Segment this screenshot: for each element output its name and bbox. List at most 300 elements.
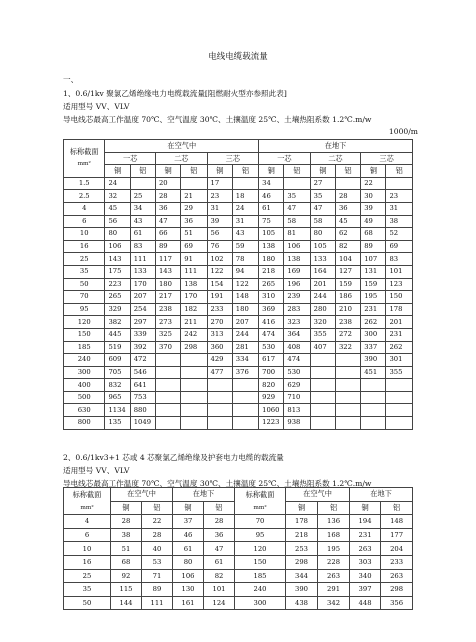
table-cell: [181, 354, 207, 367]
table-cell-section: 50: [64, 278, 105, 291]
table-cell: 92: [111, 569, 142, 583]
table-cell: 31: [207, 202, 232, 215]
table-cell: 133: [130, 265, 155, 278]
table-cell: 360: [207, 341, 232, 354]
table-cell-section: 10: [64, 542, 111, 556]
table-cell: [310, 354, 335, 367]
table-cell: 194: [350, 515, 381, 529]
table-cell: 180: [232, 303, 258, 316]
table-row: [64, 515, 413, 529]
table-cell: 283: [284, 303, 310, 316]
table-cell: 530: [259, 341, 284, 354]
table-row: [64, 379, 413, 392]
table-cell: 416: [259, 316, 284, 329]
table-cell-section: 50: [64, 596, 111, 610]
table-cell: [155, 404, 180, 417]
table-row: [64, 366, 413, 379]
table-cell: 300: [361, 328, 386, 341]
table-cell: 303: [350, 555, 381, 569]
table1-header-air: 在空气中: [105, 140, 259, 153]
table-cell: [155, 379, 180, 392]
table-row: [64, 303, 413, 316]
table1-header-air-two-core: 二芯: [155, 152, 207, 165]
table-cell: 244: [232, 328, 258, 341]
table-cell: 376: [232, 366, 258, 379]
table-cell: 80: [310, 228, 335, 241]
table-cell: 36: [155, 202, 180, 215]
table1-header-copper: 铜: [361, 165, 386, 178]
table-cell: 154: [207, 278, 232, 291]
table-cell: 832: [105, 379, 130, 392]
table-cell: 238: [155, 303, 180, 316]
table-row: [64, 240, 413, 253]
table-cell: 1134: [105, 404, 130, 417]
table-cell: 53: [142, 555, 173, 569]
table2-header-section-right: [235, 488, 286, 515]
table-cell: 61: [173, 542, 204, 556]
table-cell-section: 800: [64, 417, 105, 430]
table-cell: [361, 391, 386, 404]
table2-header-copper: 铜: [350, 501, 381, 515]
table-cell: 407: [310, 341, 335, 354]
table-cell: 263: [381, 569, 413, 583]
table-cell: 231: [386, 328, 413, 341]
table-cell-section: 240: [235, 583, 286, 597]
table-cell: 233: [381, 555, 413, 569]
table-row: [64, 291, 413, 304]
table-cell: 472: [130, 354, 155, 367]
table-cell: 820: [259, 379, 284, 392]
table-cell: 123: [386, 278, 413, 291]
table-cell: 80: [173, 555, 204, 569]
table-cell-section: 1.5: [64, 177, 105, 190]
table-cell: 344: [286, 569, 318, 583]
table-cell: 83: [130, 240, 155, 253]
table2-header-section-label: 标称截面: [72, 489, 102, 499]
table-cell: 320: [310, 316, 335, 329]
table-row: [64, 528, 413, 542]
table-cell: 138: [181, 278, 207, 291]
table2-header-section: [64, 488, 111, 515]
table1-header-section-unit: mm²: [77, 161, 91, 168]
table-cell: 201: [386, 316, 413, 329]
table-cell: 40: [142, 542, 173, 556]
table-cell: 474: [284, 354, 310, 367]
table-cell-section: 300: [235, 596, 286, 610]
item1-model: 适用型号 VV、VLV: [63, 102, 130, 111]
table-cell: 101: [386, 265, 413, 278]
table-cell-section: 185: [235, 569, 286, 583]
table-cell: 355: [386, 366, 413, 379]
table-cell: [386, 404, 413, 417]
table-cell: 32: [105, 190, 130, 203]
table-row: [64, 228, 413, 241]
table-cell: 28: [204, 515, 235, 529]
table-row: [64, 341, 413, 354]
table-cell: 182: [181, 303, 207, 316]
table-cell: 22: [142, 515, 173, 529]
table-cell-section: 2.5: [64, 190, 105, 203]
table-cell: 59: [232, 240, 258, 253]
table-cell: 111: [181, 265, 207, 278]
table-cell: [335, 379, 360, 392]
table-cell: 164: [310, 265, 335, 278]
table-cell: [310, 366, 335, 379]
table-cell: 35: [284, 190, 310, 203]
table-cell: 273: [155, 316, 180, 329]
table-cell-section: 120: [64, 316, 105, 329]
table-row: [64, 354, 413, 367]
table-cell: 82: [335, 240, 360, 253]
table-cell: [335, 404, 360, 417]
table-cell: 68: [361, 228, 386, 241]
table-cell: 20: [155, 177, 180, 190]
item2-model: 适用型号 VV、VLV: [63, 466, 130, 475]
table-cell: [181, 391, 207, 404]
table-cell: [155, 417, 180, 430]
table-cell: 448: [350, 596, 381, 610]
table-cell: 629: [284, 379, 310, 392]
table-cell: 170: [181, 291, 207, 304]
table-cell: 813: [284, 404, 310, 417]
table-cell-section: 95: [235, 528, 286, 542]
table2-header-aluminum: 铝: [318, 501, 350, 515]
table-row: [64, 569, 413, 583]
table-cell: 29: [181, 202, 207, 215]
table-cell: 195: [361, 291, 386, 304]
table-cell: 369: [259, 303, 284, 316]
table-cell: 46: [173, 528, 204, 542]
table-cell: 223: [105, 278, 130, 291]
table-cell: [284, 177, 310, 190]
table-cell: 34: [130, 202, 155, 215]
table-cell-section: 500: [64, 391, 105, 404]
table-cell: [361, 417, 386, 430]
table1-header-air-one-core: 一芯: [105, 152, 156, 165]
table1-header-aluminum: 铝: [284, 165, 310, 178]
table-cell: 106: [173, 569, 204, 583]
table-cell: 52: [386, 228, 413, 241]
table-cell: 49: [361, 215, 386, 228]
table-cell: 438: [286, 596, 318, 610]
table-cell: 262: [386, 341, 413, 354]
item2-heading: 2、0.6/1kv3+1 芯或 4 芯聚氯乙烯绝缘及护套电力电缆的载流量: [63, 453, 284, 462]
table-cell: 105: [310, 240, 335, 253]
table-cell: 35: [310, 190, 335, 203]
ampacity-table-2: [63, 487, 413, 610]
table-cell-section: 150: [235, 555, 286, 569]
table-cell: 218: [286, 528, 318, 542]
table-cell: 609: [105, 354, 130, 367]
table-cell: 150: [386, 291, 413, 304]
table2-header-ground-right: 在地下: [350, 488, 413, 502]
table-cell-section: 10: [64, 228, 105, 241]
table2-header-aluminum: 铝: [204, 501, 235, 515]
table-cell: 81: [284, 228, 310, 241]
table-cell: 105: [259, 228, 284, 241]
table-cell: 159: [361, 278, 386, 291]
table-cell: 217: [155, 291, 180, 304]
table-cell-section: 35: [64, 265, 105, 278]
table-cell-section: 6: [64, 528, 111, 542]
table-cell: 201: [310, 278, 335, 291]
table-cell: 244: [310, 291, 335, 304]
table1-header-copper: 铜: [310, 165, 335, 178]
table-cell: 51: [111, 542, 142, 556]
table-cell-section: 16: [64, 555, 111, 569]
table-cell: [155, 366, 180, 379]
table-cell: 80: [105, 228, 130, 241]
table-cell: [232, 379, 258, 392]
table-cell: 45: [335, 215, 360, 228]
table-cell: 1223: [259, 417, 284, 430]
table-cell: 161: [173, 596, 204, 610]
table-cell: 297: [130, 316, 155, 329]
table1-header-ground-three-core: 三芯: [361, 152, 413, 165]
table-cell: 233: [207, 303, 232, 316]
table-cell: [386, 177, 413, 190]
table-cell: 280: [310, 303, 335, 316]
table-row: [64, 404, 413, 417]
table-cell: 228: [318, 555, 350, 569]
section-number: 一、: [63, 75, 79, 84]
table-cell: 408: [284, 341, 310, 354]
table-cell: 445: [105, 328, 130, 341]
table-cell: 1060: [259, 404, 284, 417]
table-cell: 390: [361, 354, 386, 367]
table-cell: 25: [130, 190, 155, 203]
table-cell: 23: [207, 190, 232, 203]
table-row: [64, 316, 413, 329]
table-cell: 138: [259, 240, 284, 253]
table-cell: 130: [173, 583, 204, 597]
table1-header-air-three-core: 三芯: [207, 152, 259, 165]
table-cell: 37: [173, 515, 204, 529]
table-cell-section: 4: [64, 515, 111, 529]
table-cell: 477: [207, 366, 232, 379]
table-cell: 31: [232, 215, 258, 228]
table1-header-aluminum: 铝: [335, 165, 360, 178]
table1-header-section: [64, 140, 105, 178]
table2-header-section-unit: mm²: [80, 504, 94, 511]
table-row: [64, 542, 413, 556]
table-cell: 337: [361, 341, 386, 354]
table-cell: [310, 379, 335, 392]
table2-header-aluminum: 铝: [381, 501, 413, 515]
table-cell: [232, 391, 258, 404]
table-cell: 329: [105, 303, 130, 316]
table-cell: 144: [111, 596, 142, 610]
table-cell: [232, 404, 258, 417]
table1-header-copper: 铜: [259, 165, 284, 178]
table1-header-section-label: 标称截面: [69, 147, 99, 157]
table-cell: 965: [105, 391, 130, 404]
table-cell: 238: [335, 316, 360, 329]
table-cell: 31: [386, 202, 413, 215]
table-cell-section: 25: [64, 253, 105, 266]
table-row: [64, 391, 413, 404]
table-cell: 231: [350, 528, 381, 542]
table-cell: [207, 391, 232, 404]
table-cell: [181, 379, 207, 392]
table-row: [64, 265, 413, 278]
table-cell: [181, 177, 207, 190]
table-cell-section: 4: [64, 202, 105, 215]
table-cell: 107: [361, 253, 386, 266]
table-cell: 474: [259, 328, 284, 341]
table-cell: 355: [310, 328, 335, 341]
table-cell: 546: [130, 366, 155, 379]
table-cell: [335, 354, 360, 367]
table-cell-section: 240: [64, 354, 105, 367]
table-cell: 43: [130, 215, 155, 228]
table-cell: [386, 391, 413, 404]
table-cell: [155, 354, 180, 367]
table-cell: 68: [111, 555, 142, 569]
table-cell: [310, 404, 335, 417]
table-cell: 111: [142, 596, 173, 610]
table-cell: 262: [361, 316, 386, 329]
table-cell: 23: [386, 190, 413, 203]
table-row: [64, 253, 413, 266]
table-cell: 51: [181, 228, 207, 241]
table1-header-aluminum: 铝: [181, 165, 207, 178]
table-cell: 106: [284, 240, 310, 253]
table-cell: 38: [111, 528, 142, 542]
ampacity-table-1: [63, 139, 413, 430]
table-cell: 211: [181, 316, 207, 329]
table-cell: 253: [286, 542, 318, 556]
table1-header-copper: 铜: [207, 165, 232, 178]
table-cell: 61: [130, 228, 155, 241]
table-cell: 21: [181, 190, 207, 203]
table-cell: 133: [310, 253, 335, 266]
table-cell: 231: [361, 303, 386, 316]
table-cell: 218: [259, 265, 284, 278]
table-cell: 28: [335, 190, 360, 203]
table-cell: 89: [142, 583, 173, 597]
table-cell: 56: [207, 228, 232, 241]
table-row: [64, 583, 413, 597]
table-cell: 170: [130, 278, 155, 291]
table2-header-copper: 铜: [286, 501, 318, 515]
table-cell: 180: [259, 253, 284, 266]
table-cell: 207: [130, 291, 155, 304]
table-cell: 61: [259, 202, 284, 215]
table-cell: 929: [259, 391, 284, 404]
table-cell: 169: [284, 265, 310, 278]
table-row: [64, 190, 413, 203]
table-cell: 272: [335, 328, 360, 341]
table-cell: 159: [335, 278, 360, 291]
table-cell: 339: [130, 328, 155, 341]
table-cell: 104: [335, 253, 360, 266]
table-cell: [232, 177, 258, 190]
table1-header-aluminum: 铝: [130, 165, 155, 178]
table-cell: 89: [155, 240, 180, 253]
table-cell: 28: [155, 190, 180, 203]
table-cell: 370: [155, 341, 180, 354]
item2-conditions: 导电线芯最高工作温度 70℃、空气温度 30℃、土攘温度 25℃、土壤热阻系数 1.2℃.m/w: [63, 479, 372, 488]
table-cell: 36: [181, 215, 207, 228]
table-cell: 180: [155, 278, 180, 291]
table-cell: 390: [286, 583, 318, 597]
table-cell: 148: [232, 291, 258, 304]
table-cell: 66: [155, 228, 180, 241]
table-cell: 131: [361, 265, 386, 278]
table-cell: 143: [105, 253, 130, 266]
table-cell: 91: [181, 253, 207, 266]
table-cell: 323: [284, 316, 310, 329]
table-cell: 239: [284, 291, 310, 304]
table-cell: 291: [318, 583, 350, 597]
table-cell: 46: [259, 190, 284, 203]
table-cell: 101: [204, 583, 235, 597]
table-row: [64, 417, 413, 430]
table-cell: 641: [130, 379, 155, 392]
table-cell: 24: [232, 202, 258, 215]
table-cell: 71: [142, 569, 173, 583]
table-cell: 207: [232, 316, 258, 329]
table-cell: 22: [361, 177, 386, 190]
table-cell: 342: [318, 596, 350, 610]
table-cell: 58: [284, 215, 310, 228]
table-cell: 102: [207, 253, 232, 266]
table-cell: 617: [259, 354, 284, 367]
table1-header-ground-two-core: 二芯: [310, 152, 361, 165]
table-cell: 127: [335, 265, 360, 278]
table-cell: 18: [232, 190, 258, 203]
table-cell-section: 95: [64, 303, 105, 316]
table-cell: 710: [284, 391, 310, 404]
item1-heading: 1、0.6/1kv 聚氯乙烯绝缘电力电缆载流量[阻燃耐火型亦参照此表]: [63, 89, 287, 98]
table-cell: [361, 379, 386, 392]
table-cell: 61: [204, 555, 235, 569]
table-cell: 47: [310, 202, 335, 215]
table-cell: 263: [350, 542, 381, 556]
table-cell: 364: [284, 328, 310, 341]
table-cell: 310: [259, 291, 284, 304]
table-cell: [232, 417, 258, 430]
table1-header-ground-one-core: 一芯: [259, 152, 311, 165]
table-cell: 178: [286, 515, 318, 529]
table-cell-section: 6: [64, 215, 105, 228]
table-cell: 43: [232, 228, 258, 241]
table-cell: [310, 417, 335, 430]
table-cell: 122: [207, 265, 232, 278]
table-row: [64, 215, 413, 228]
table-cell-section: 300: [64, 366, 105, 379]
table-cell: 148: [381, 515, 413, 529]
table-cell: 880: [130, 404, 155, 417]
table-cell: 177: [381, 528, 413, 542]
table1-header-aluminum: 铝: [232, 165, 258, 178]
table-cell: 263: [318, 569, 350, 583]
table-cell: 270: [207, 316, 232, 329]
table-cell: [361, 404, 386, 417]
table-cell: [207, 404, 232, 417]
table-cell: 382: [105, 316, 130, 329]
table-cell: [181, 404, 207, 417]
table-cell: 325: [155, 328, 180, 341]
table2-header-air-right: 在空气中: [286, 488, 350, 502]
table2-header-ground-left: 在地下: [173, 488, 235, 502]
table-row: [64, 278, 413, 291]
table-cell: 106: [105, 240, 130, 253]
table2-header-air-left: 在空气中: [111, 488, 173, 502]
table-cell: 301: [386, 354, 413, 367]
table-cell: 38: [386, 215, 413, 228]
